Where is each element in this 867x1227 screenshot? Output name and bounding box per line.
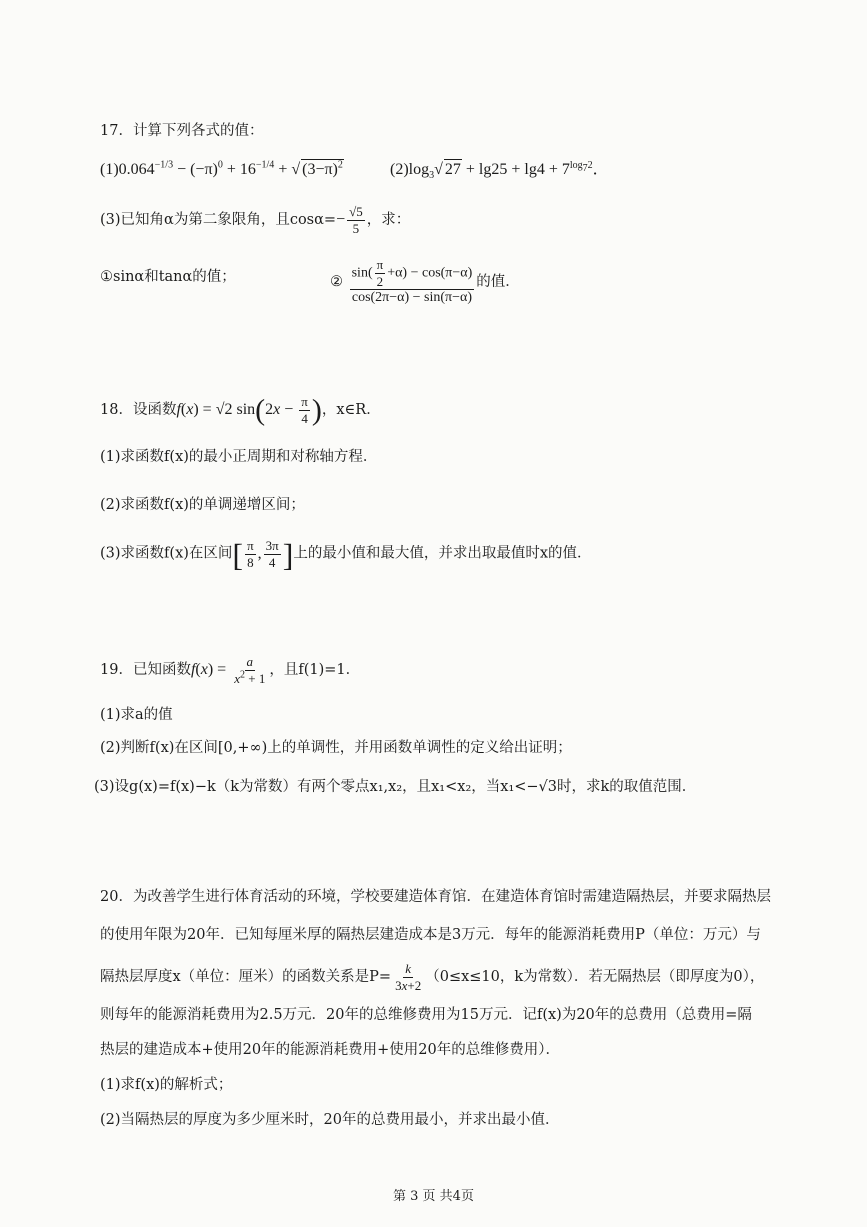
- q17-part3: (3)已知角α为第二象限角，且cosα=− $\frac{√5}{5}$ ，求：: [100, 204, 411, 236]
- q17-part1-label: (1): [100, 161, 119, 178]
- q19-title-pre: 19．已知函数: [100, 661, 191, 678]
- q17-sub2: ② sin( $\frac{\pi}{2}$ +α) − cos(π−α) cos(2π−α) − sin(π−α) 的值．: [330, 257, 520, 306]
- q18-title-post: ，x∈R．: [321, 401, 381, 418]
- q18-title-pre: 18．设函数: [100, 401, 177, 418]
- q18-part3-pre: (3)求函数f(x)在区间: [100, 545, 233, 562]
- q19-part3: (3)设g(x)=f(x)−k（k为常数）有两个零点x₁,x₂，且x₁<x₂，当x₁<−√3时，求k的取值范围．: [94, 779, 697, 795]
- q19-part1: (1)求a的值: [100, 707, 173, 723]
- q19-title: 19．已知函数f(x) = $\frac{a}{x^2 + 1}$ ，且f(1)=1．: [100, 654, 361, 686]
- q17-sub1: ①sinα和tanα的值；: [100, 269, 236, 285]
- q20-line4: 则每年的能源消耗费用为2.5万元．20年的总维修费用为15万元．记f(x)为20年的总费用（总费用=隔: [100, 1007, 752, 1023]
- q20-part1: (1)求f(x)的解析式；: [100, 1077, 233, 1093]
- q17-part2-tail: ．: [592, 161, 609, 178]
- q20-line3-post: （0≤x≤10，k为常数）．若无隔热层（即厚度为0），: [425, 969, 765, 986]
- q20-line3: 隔热层厚度x（单位：厘米）的函数关系是P= $\frac{k}{3x+2}$ （0≤x≤10，k为常数）．若无隔热层（即厚度为0），: [100, 961, 765, 993]
- q19-title-post: ，且f(1)=1．: [269, 661, 361, 678]
- q17-part3-tail: ，求：: [366, 212, 411, 229]
- q18-part1: (1)求函数f(x)的最小正周期和对称轴方程．: [100, 449, 378, 465]
- q17-part1: $(1)0.064^{-1/3} - (-\pi)^0 + 16^{-1/4}$ + √ $(3-\pi)^2$: [100, 159, 343, 178]
- q17-sub2-label: ②: [330, 273, 343, 290]
- q18-part2: (2)求函数f(x)的单调递增区间；: [100, 497, 305, 513]
- page-footer: 第 3 页 共4页: [393, 1189, 474, 1204]
- q20-line5: 热层的建造成本+使用20年的能源消耗费用+使用20年的总维修费用）．: [100, 1042, 560, 1058]
- q20-line1: 20．为改善学生进行体育活动的环境，学校要建造体育馆．在建造体育馆时需建造隔热层，并要求隔热层: [100, 889, 771, 905]
- q18-title: 18．设函数f(x) = √2 sin(2x − $\frac{\pi}{4}$ )，x∈R．: [100, 393, 381, 427]
- q20-line2: 的使用年限为20年．已知每厘米厚的隔热层建造成本是3万元．每年的能源消耗费用P（单位：万元）与: [100, 927, 761, 943]
- q17-part3-text: (3)已知角α为第二象限角，且cosα=: [100, 212, 337, 229]
- q17-part2: $(2)\log_3√$ $27 + \lg 25 + \lg 4 + 7^{log_72}$．: [390, 159, 609, 182]
- q19-part2: (2)判断f(x)在区间[0,+∞)上的单调性，并用函数单调性的定义给出证明；: [100, 740, 572, 756]
- q17-part2-label: (2): [390, 161, 409, 178]
- q18-part3-post: 上的最小值和最大值，并求出取最值时x的值．: [293, 545, 592, 562]
- q18-part3: (3)求函数f(x)在区间[ $\frac{\pi}{8}$ , $\frac{3\pi}{4}$ ]上的最小值和最大值，并求出取最值时x的值．: [100, 536, 592, 572]
- q20-part2: (2)当隔热层的厚度为多少厘米时，20年的总费用最小，并求出最小值．: [100, 1112, 560, 1128]
- q17-title: 17．计算下列各式的值：: [100, 123, 264, 139]
- q17-sub2-tail: 的值．: [476, 273, 520, 290]
- q20-line3-pre: 隔热层厚度x（单位：厘米）的函数关系是P=: [100, 969, 392, 986]
